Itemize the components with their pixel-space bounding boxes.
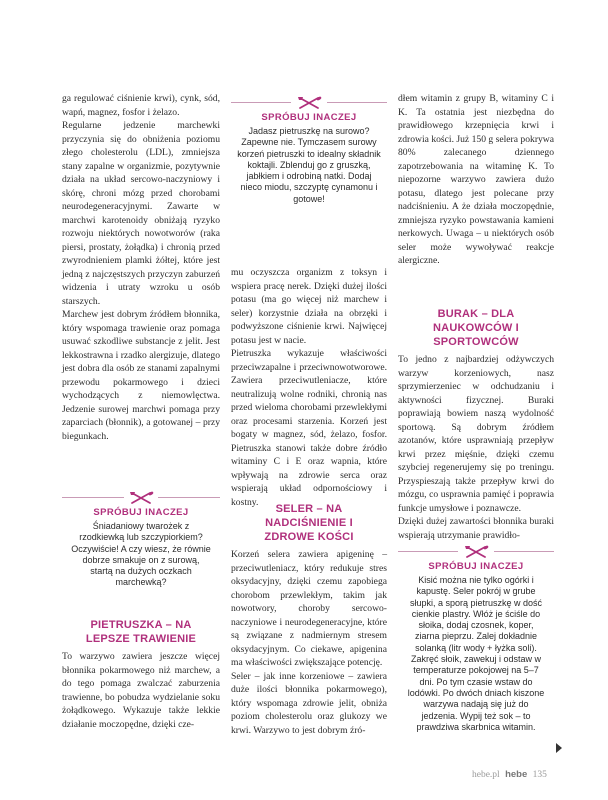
divider (158, 497, 220, 498)
paragraph: dłem witamin z grupy B, witaminy C i K. Ta ostatnia jest niezbędna do prawidłowego krzepnięcia krwi i zdrowia kości. Już 150 g selera pokrywa 80% zalecanego dziennego zapotrzebowania na witaminę K. To niepozorne warzywo zawiera dużo potasu, dlatego jest polecane przy nadciśnieniu. A że działa moczopędnie, zmniejsza ryzyko powstawania kamieni nerkowych. Uwaga – u niektórych osób seler może wywoływać reakcje alergiczne. (398, 93, 554, 266)
paragraph: To jedno z najbardziej odżywczych warzyw korzeniowych, nasz sprzymierzeniec w odchudzaniu i aktywności fizycznej. Buraki poprawiają bowiem naszą wydolność sportową. Są dobrym źródłem azotanów, które usprawniają przepływ krwi przez mięśnie, dzięki czemu szybciej regenerujemy się po treningu. Przyspieszają także przepływ krwi do mózgu, co usprawnia pamięć i poprawia funkcje umysłowe i poznawcze. (398, 354, 554, 514)
tip-box-parsley (231, 96, 387, 205)
paragraph: Regularne jedzenie marchewki przyczynia się do obniżenia poziomu złego cholesterolu (LDL), zmniejsza stany zapalne w organizmie, pozytywnie działa na układ sercowo-naczyniowy i skórę, chroni mózg przed chorobami neurodegeneracyjnymi. Zawarte w marchwi karotenoidy obniżają ryzyko rozwoju niektórych nowotworów (raka piersi, prostaty, żołądka) i chronią przed zwyrodnieniem plamki żółtej, które jest jedną z najczęstszych przyczyn zaburzeń widzenia i utraty wzroku u osób starszych. (62, 120, 220, 307)
divider (494, 551, 554, 552)
paragraph: mu oczyszcza organizm z toksyn i wspiera pracę nerek. Dzięki dużej ilości potasu (ma go więcej niż marchew i seler) korzystnie działa na obrzęki i podwyższone ciśnienie krwi. Najwięcej potasu jest w nacie. (231, 267, 387, 346)
tip-box-carrot (62, 491, 220, 589)
tip-body: Kisić można nie tylko ogórki i kapustę. Seler pokrój w grube słupki, a sporą pietruszkę w dość cienkie plastry. Włóż je ściśle do słoika, dodaj czosnek, koper, ziarna pieprzu. Zalej dokładnie solanką (litr wody + łyżka soli). Zakręć słoik, zawekuj i odstaw w temperaturze pokojowej na 5–7 dni. Po tym czasie wstaw do lodówki. Po dwóch dniach kiszone warzywa nadają się już do jedzenia. Wypij też sok – to prawdziwa skarbnica witamin. (407, 575, 545, 732)
paragraph: ga regulować ciśnienie krwi), cynk, sód, wapń, magnez, fosfor i żelazo. (62, 93, 220, 118)
paragraph: Marchew jest dobrym źródłem błonnika, który wspomaga trawienie oraz pomaga usuwać szkodliwe substancje z jelit. Jest lekkostrawna i rzadko alergizuje, dlatego jest dobra dla osób ze stanami zapalnymi przewodu pokarmowego i dzieci wychodzących z niemowlęctwa. Jedzenie surowej marchwi pomaga przy zaparciach (błonnik), a gotowanej – przy biegunkach. (62, 309, 220, 442)
paragraph: Seler – jak inne korzeniowe – zawiera duże ilości błonnika pokarmowego), który wspomaga zdrowie jelit, obniża poziom cholesterolu oraz glukozy we krwi. Warzywo to jest dobrym źró- (231, 670, 387, 736)
footer-brand: hebe (505, 769, 528, 780)
paragraph: Pietruszka wykazuje właściwości przeciwzapalne i przeciwnowotworowe. Zawiera przeciwutleniacze, które neutralizują wolne rodniki, chronią nas przed wieloma chorobami przewlekłymi oraz procesami starzenia. Korzeń jest bogaty w magnez, sód, żelazo, fosfor. Pietruszka stanowi także dobre źródło witaminy C i E oraz wapnia, które wpływają na zdrowie serca oraz wspierają układ odpornościowy i kostny. (231, 348, 387, 508)
section-heading: PIETRUSZKA – NA LEPSZE TRAWIENIE (85, 619, 197, 645)
tip-box-pickling (398, 545, 554, 733)
page-number: 135 (532, 770, 547, 780)
section-heading: SELER – NA NADCIŚNIENIE I ZDROWE KOŚCI (264, 503, 354, 543)
fork-knife-cross-icon (128, 491, 154, 505)
divider (398, 551, 458, 552)
paragraph: To warzywo zawiera jeszcze więcej błonnika pokarmowego niż marchew, a do tego pomaga zwalczać zaburzenia trawienne, bo pobudza wydzielanie soku żołądkowego. Wykazuje także lekkie działanie moczopędne, dzięki cze- (62, 651, 220, 730)
section-celery (231, 502, 387, 737)
section-beet (398, 307, 554, 542)
page-footer (472, 769, 547, 780)
divider (62, 497, 124, 498)
tip-body: Śniadaniowy twarożek z rzodkiewką lub szczypiorkiem? Oczywiście! A czy wiesz, że równie dobrze smakuje on z surową, startą na dużych oczkach marchewką? (71, 521, 211, 588)
tip-body: Jadasz pietruszkę na surowo? Zapewne nie. Tymczasem surowy korzeń pietruszki to idealny składnik koktajli. Zblenduj go z gruszką, jabłkiem i odrobiną natki. Dodaj nieco miodu, szczyptę cynamonu i gotowe! (237, 126, 381, 204)
column-2 (231, 266, 387, 509)
section-parsley (62, 618, 220, 731)
divider (231, 102, 291, 103)
arrow-right-icon (556, 743, 562, 753)
fork-knife-cross-icon (296, 96, 322, 110)
column-3 (398, 92, 554, 268)
column-1 (62, 92, 220, 443)
tip-title: SPRÓBUJ INACZEJ (93, 507, 189, 518)
footer-site: hebe.pl (472, 770, 500, 780)
tip-title: SPRÓBUJ INACZEJ (261, 112, 357, 123)
paragraph: Dzięki dużej zawartości błonnika buraki wspierają utrzymanie prawidło- (398, 516, 554, 541)
tip-title: SPRÓBUJ INACZEJ (428, 561, 524, 572)
fork-knife-cross-icon (463, 545, 489, 559)
paragraph: Korzeń selera zawiera apigeninę – przeciwutleniacz, który redukuje stres oksydacyjny, dzięki czemu zapobiega chorobom przewlekłym, takim jak nowotwory, choroby sercowo-naczyniowe i neurodegeneracyjne, które są związane z nadmiernym stresem oksydacyjnym. Co ciekawe, apigenina ma właściwości zwiększające potencję. (231, 549, 387, 668)
section-heading: BURAK – DLA NAUKOWCÓW I SPORTOWCÓW (433, 308, 519, 348)
divider (327, 102, 387, 103)
